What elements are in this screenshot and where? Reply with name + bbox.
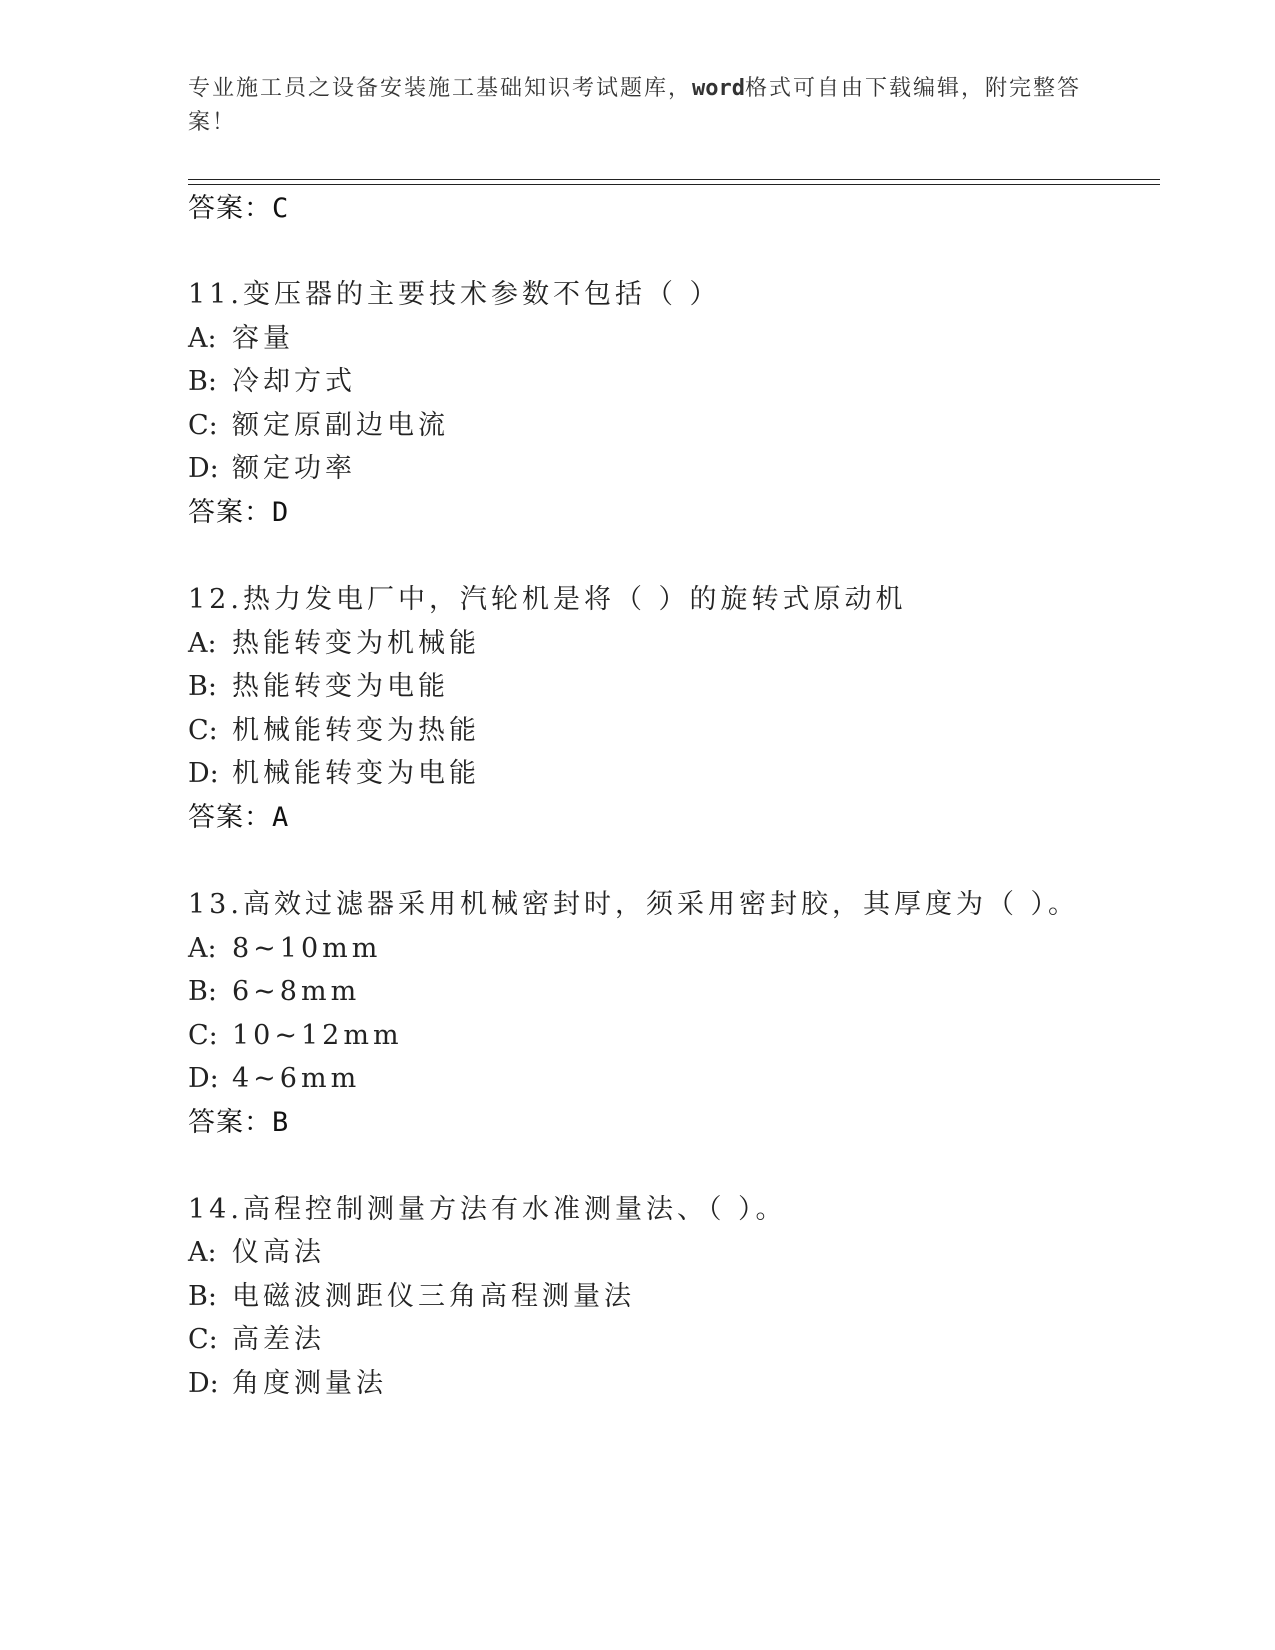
option-label: C: <box>188 1020 218 1051</box>
option-text: 10~12mm <box>232 1020 403 1051</box>
question-13-stem: 13.高效过滤器采用机械密封时，须采用密封胶，其厚度为（ ）。 <box>188 889 1080 920</box>
question-13-option-a <box>188 932 381 966</box>
option-label: C: <box>188 410 218 441</box>
question-14-option-b <box>188 1280 635 1314</box>
question-12-stem: 12.热力发电厂中，汽轮机是将（ ）的旋转式原动机 <box>188 584 907 615</box>
option-label: A: <box>188 628 217 659</box>
question-14-stem: 14.高程控制测量方法有水准测量法、（ ）。 <box>188 1194 787 1225</box>
option-text: 热能转变为电能 <box>232 671 449 702</box>
option-text: 高差法 <box>232 1324 325 1355</box>
question-13-answer <box>188 1106 289 1140</box>
question-12-option-d <box>188 757 480 791</box>
question-11-option-b <box>188 365 356 399</box>
option-text: 8~10mm <box>232 933 382 964</box>
question-14-option-c <box>188 1323 325 1357</box>
question-12-option-a <box>188 627 480 661</box>
question-11-answer <box>188 496 289 530</box>
option-text: 4~6mm <box>232 1063 361 1094</box>
answer-label: 答案： <box>188 802 272 833</box>
option-text: 容量 <box>232 323 294 354</box>
question-12-answer <box>188 801 289 835</box>
question-11-stem: 11.变压器的主要技术参数不包括（ ） <box>188 279 721 310</box>
answer-label: 答案： <box>188 193 272 224</box>
question-14-option-a <box>188 1236 325 1270</box>
question-13-option-b <box>188 975 360 1009</box>
question-11-option-a <box>188 322 294 356</box>
question-14-option-d <box>188 1367 387 1401</box>
option-label: C: <box>188 1324 218 1355</box>
answer-value: C <box>272 193 290 224</box>
option-text: 机械能转变为电能 <box>232 758 480 789</box>
question-11-option-c <box>188 409 449 443</box>
option-text: 冷却方式 <box>232 366 356 397</box>
question-11-option-d <box>188 452 356 486</box>
option-label: A: <box>188 1237 217 1268</box>
option-label: D: <box>188 1063 219 1094</box>
answer-label: 答案： <box>188 497 272 528</box>
option-label: B: <box>188 1281 217 1312</box>
option-text: 额定功率 <box>232 453 356 484</box>
option-label: C: <box>188 715 218 746</box>
option-text: 机械能转变为热能 <box>232 715 480 746</box>
option-label: B: <box>188 366 217 397</box>
header-divider-top <box>188 179 1160 180</box>
header-text-part2: 格式可自由下载编辑，附完整答案！ <box>188 76 1082 135</box>
document-header <box>188 72 1088 140</box>
option-text: 电磁波测距仪三角高程测量法 <box>232 1281 635 1312</box>
answer-value: D <box>272 497 290 528</box>
option-label: D: <box>188 758 219 789</box>
option-text: 热能转变为机械能 <box>232 628 480 659</box>
option-label: D: <box>188 453 219 484</box>
header-text-part1: 专业施工员之设备安装施工基础知识考试题库， <box>188 76 693 101</box>
option-text: 角度测量法 <box>232 1368 387 1399</box>
option-text: 额定原副边电流 <box>232 410 449 441</box>
option-label: A: <box>188 323 217 354</box>
option-label: A: <box>188 933 217 964</box>
option-text: 6~8mm <box>232 976 361 1007</box>
answer-prev <box>188 192 289 226</box>
answer-label: 答案： <box>188 1107 272 1138</box>
question-12-option-b <box>188 670 449 704</box>
question-12-option-c <box>188 714 480 748</box>
option-text: 仪高法 <box>232 1237 325 1268</box>
option-label: B: <box>188 671 217 702</box>
option-label: D: <box>188 1368 219 1399</box>
question-13-option-d <box>188 1062 360 1096</box>
answer-value: A <box>272 802 290 833</box>
question-13-option-c <box>188 1019 403 1053</box>
header-text-word: word <box>692 76 745 101</box>
option-label: B: <box>188 976 217 1007</box>
answer-value: B <box>272 1107 290 1138</box>
header-divider-bottom <box>188 184 1160 185</box>
